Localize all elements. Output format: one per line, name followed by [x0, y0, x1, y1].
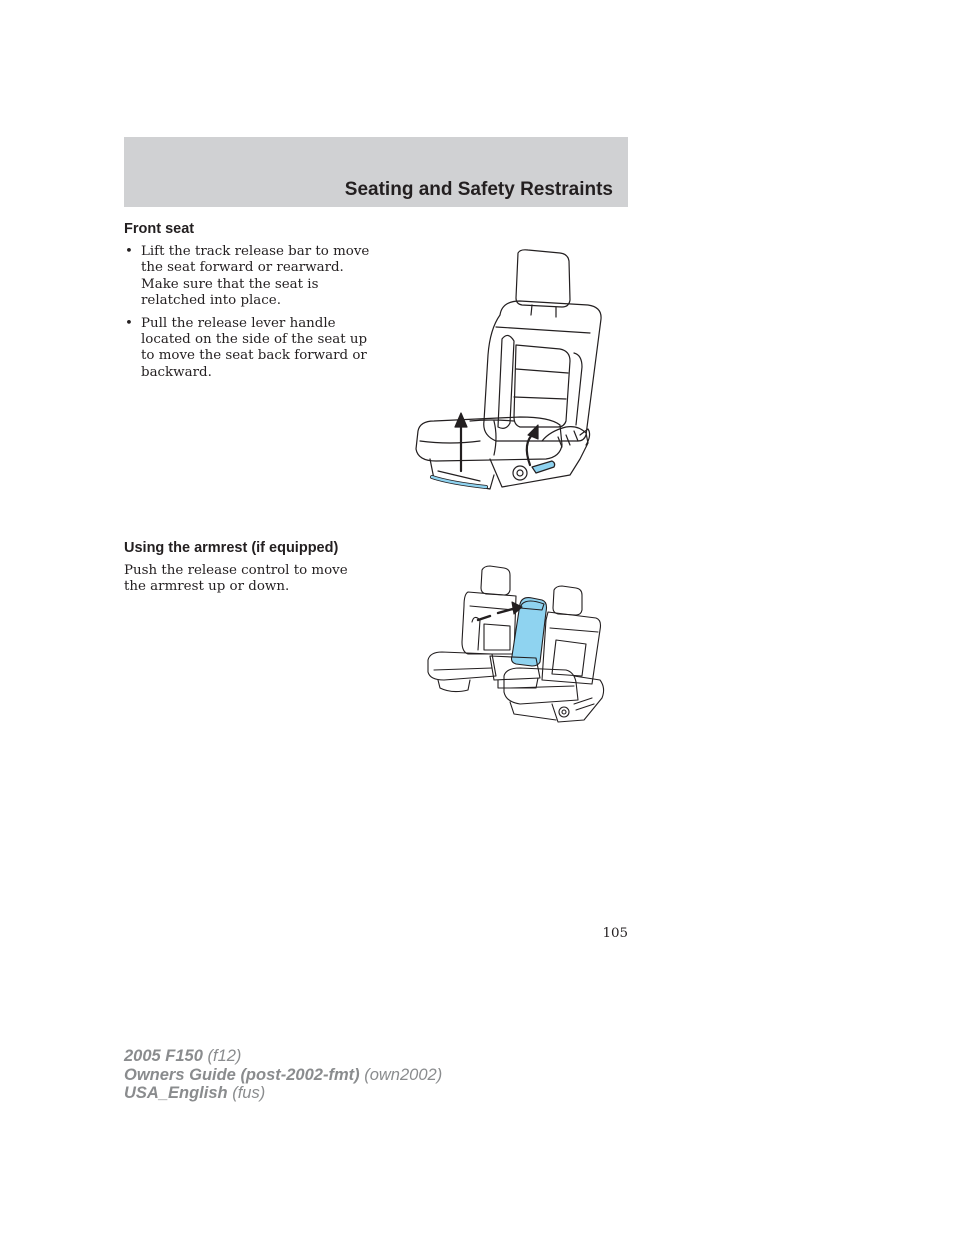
list-item [124, 244, 380, 310]
list-item-text: Lift the track release bar to move the seat forward or rearward. Make sure that the seat is relatched into place. [141, 244, 370, 309]
document-footer [124, 1047, 442, 1103]
armrest-illustration [424, 562, 608, 727]
armrest-heading: Using the armrest (if equipped) [124, 540, 339, 556]
footer-line: USA_English (fus) [124, 1084, 266, 1102]
bullet-icon: • [125, 244, 133, 259]
list-item-text: Pull the release lever handle located on the side of the seat up to move the seat back forward or backward. [141, 315, 368, 380]
footer-line: Owners Guide (post-2002-fmt) (own2002) [124, 1065, 443, 1084]
list-item [124, 316, 380, 382]
armrest-instruction: Push the release control to move the armrest up or down. [124, 563, 348, 595]
page-number: 105 [602, 926, 628, 941]
front-seat-instructions [124, 244, 380, 387]
front-seat-heading: Front seat [124, 221, 195, 237]
footer-line: 2005 F150 (f12) [124, 1047, 242, 1065]
bullet-icon: • [125, 315, 133, 331]
section-title: Seating and Safety Restraints [344, 179, 613, 200]
front-seat-illustration [410, 245, 610, 500]
section-header-band [124, 137, 628, 207]
